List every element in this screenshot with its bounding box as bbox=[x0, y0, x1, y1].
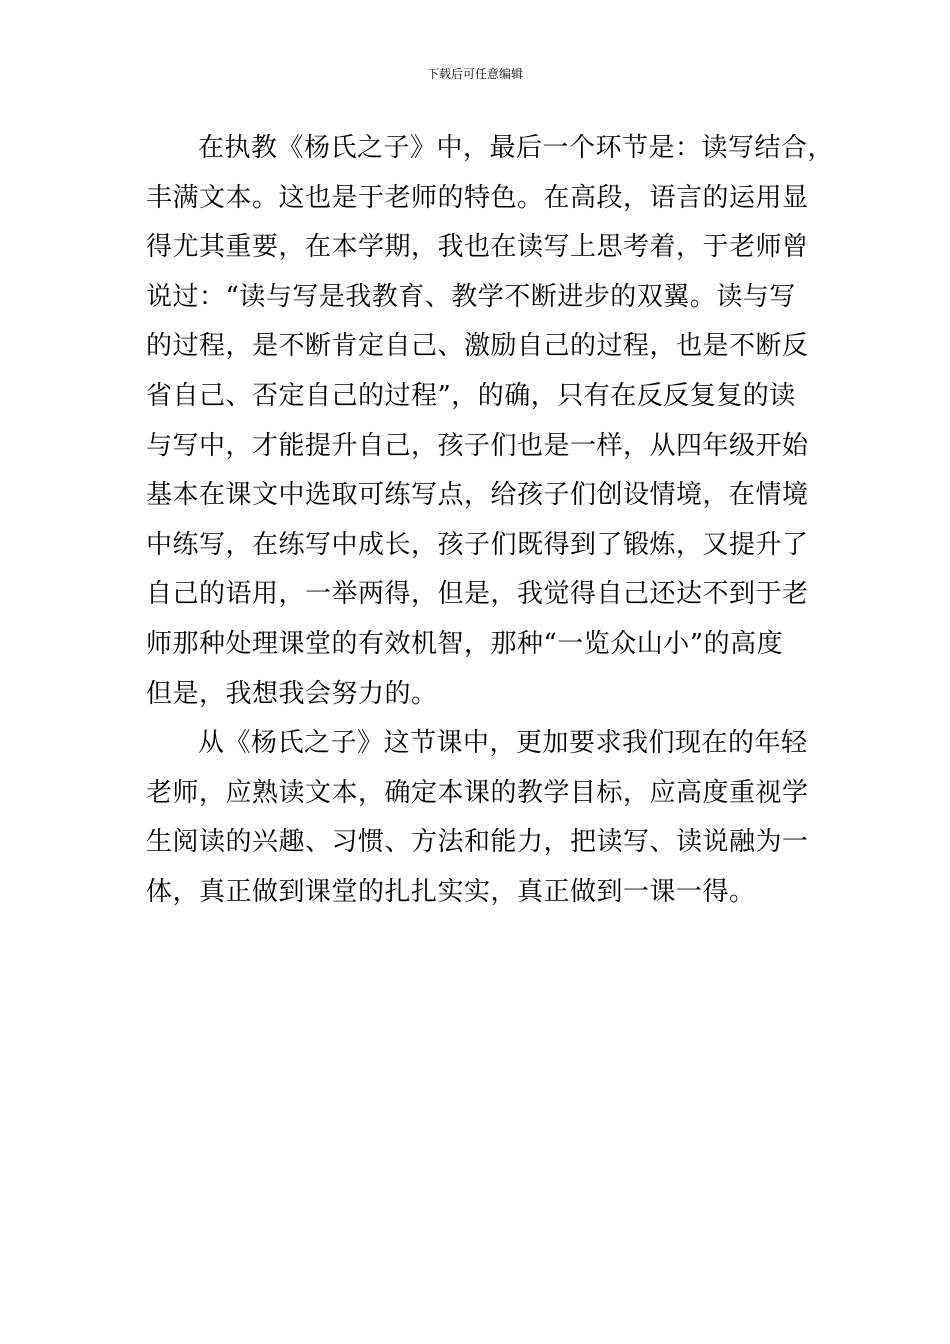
paragraph-1-line-7: 与写中，才能提升自己，孩子们也是一样，从四年级开始 bbox=[146, 430, 809, 461]
paragraph-1-line-10: 自己的语用，一举两得，但是，我觉得自己还达不到于老 bbox=[146, 579, 809, 610]
paragraph-1-line-5: 的过程，是不断肯定自己、激励自己的过程，也是不断反 bbox=[146, 331, 809, 362]
paragraph-1-line-11: 师那种处理课堂的有效机智，那种“一览众山小”的高度 bbox=[146, 628, 784, 659]
paragraph-2-line-3: 生阅读的兴趣、习惯、方法和能力，把读写、读说融为一 bbox=[146, 827, 809, 858]
paragraph-1-line-9: 中练写，在练写中成长，孩子们既得到了锻炼，又提升了 bbox=[146, 529, 809, 560]
body-text bbox=[146, 124, 835, 918]
paragraph-2-line-2: 老师，应熟读文本，确定本课的教学目标，应高度重视学 bbox=[146, 777, 809, 808]
paragraph-1-line-8: 基本在课文中选取可练写点，给孩子们创设情境，在情境 bbox=[146, 480, 809, 511]
paragraph-2-line-4: 体，真正做到课堂的扎扎实实，真正做到一课一得。 bbox=[146, 876, 756, 907]
paragraph-1-line-12: 但是，我想我会努力的。 bbox=[146, 678, 438, 709]
header-note: 下载后可任意编辑 bbox=[426, 67, 523, 81]
paragraph-1-line-1: 在执教《杨氏之子》中，最后一个环节是：读写结合， bbox=[198, 133, 835, 163]
paragraph-1-line-3: 得尤其重要，在本学期，我也在读写上思考着，于老师曾 bbox=[146, 232, 809, 263]
paragraph-1-line-4: 说过：“读与写是我教育、教学不断进步的双翼。读与写 bbox=[146, 281, 796, 312]
paragraph-2-line-1: 从《杨氏之子》这节课中，更加要求我们现在的年轻 bbox=[198, 728, 808, 759]
paragraph-1-line-6: 省自己、否定自己的过程”，的确，只有在反反复复的读 bbox=[146, 380, 796, 411]
paragraph-1-line-2: 丰满文本。这也是于老师的特色。在高段，语言的运用显 bbox=[146, 182, 809, 213]
